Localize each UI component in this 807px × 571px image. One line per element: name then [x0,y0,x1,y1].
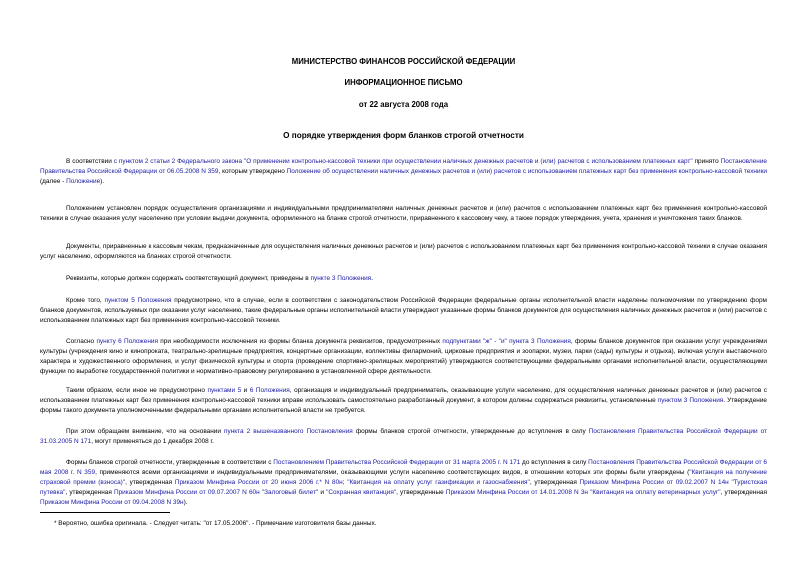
paragraph-text: Согласно [66,338,97,345]
document-link[interactable]: "Залоговый билет" [261,489,319,496]
document-link[interactable]: "Туристская путевка" [40,479,767,496]
document-link[interactable]: "Сохранная квитанция" [326,489,397,496]
document-link[interactable]: пунктами 5 [207,387,242,394]
paragraph-text: , утвержденная [529,479,580,486]
document-link[interactable]: пунктом 3 Положения [657,397,724,404]
document-link[interactable]: "Квитанция на оплату услуг газификации и газоснабжения" [347,479,530,486]
paragraph-text: . [371,275,373,282]
document-subject: О порядке утверждения форм бланков строгой отчетности [283,131,524,140]
document-date: от 22 августа 2008 года [358,100,449,109]
document-link[interactable]: Положение [66,178,101,185]
document-link[interactable]: пункта 2 вышеназванного Постановления [224,428,353,435]
paragraph-text: Документы, приравненные к кассовым чекам, предназначенные для осуществления наличных денежных расчетов и (или) расчетов с использованием платежных карт без применения контрольно-кассовой техники в случае оказания услуг населению, оформляются на бланках строгой отчетности. [40,243,767,260]
paragraph-6 [40,337,767,377]
ministry-title: МИНИСТЕРСТВО ФИНАНСОВ РОССИЙСКОЙ ФЕДЕРАЦИИ [291,57,516,66]
paragraph-3 [40,242,767,262]
footnote: * Вероятно, ошибка оригинала. - Следует читать: "от 17.05.2006". - Примечание изготовителя базы данных. [54,520,377,527]
paragraph-text: , могут применяться до 1 декабря 2008 г. [91,438,214,445]
paragraph-2 [40,204,767,224]
paragraph-text: (далее - [40,178,67,185]
paragraph-1 [40,157,767,187]
paragraph-5 [40,296,767,326]
document-link[interactable]: Приказом Минфина России от 20 июня 2006 г.* N 80н [174,479,343,486]
paragraph-text: При этом обращаем внимание, что на основании [66,428,225,435]
paragraph-text: , утвержденные [396,489,446,496]
paragraph-4 [40,274,767,284]
paragraph-text: Реквизиты, которые должен содержать соответствующий документ, приведены в [66,275,311,282]
paragraph-9 [40,458,767,508]
paragraph-text: до вступления в силу [520,459,589,466]
paragraph-text: формы бланков строгой отчетности, утвержденные до вступления в силу [352,428,589,435]
paragraph-text: Формы бланков строгой отчетности, утвержденные в соответствии с [66,459,274,466]
paragraph-text: , которым утверждено [218,168,287,175]
document-link[interactable]: Приказом Минфина России от 09.04.2008 N 39н [40,499,184,506]
paragraph-text: Таким образом, если иное не предусмотрено [66,387,208,394]
paragraph-text: , формы бланков документов при оказании услуг учреждениями культуры (учреждения кино и кинопроката, театрально-зрелищные предприятия, концертные организации, коллективы филармоний, цирковые предприятия и зоопарки, музеи, парки (сады) культуры и отдыха), включая услуги выставочного характера и художественного оформления, и услуг физической культуры и спорта (проведение спортивно-зрелищных мероприятий) утверждаются соответствующими федеральными органами исполнительной власти, осуществляющими функции по выработке государственной политики и нормативно-правовому регулированию в установленной сфере деятельности. [40,338,767,375]
document-link[interactable]: пункту 6 Положения [96,338,158,345]
document-link[interactable]: "Квитанция на оплату ветеринарных услуг" [590,489,721,496]
document-link[interactable]: пункте 3 Положения [310,275,372,282]
paragraph-text: ; [342,479,348,486]
paragraph-8 [40,427,767,447]
document-link[interactable]: Постановления Правительства Российской Федерации от 6 мая 2008 г. N 359 [40,459,767,476]
paragraph-text: . Утверждение формы такого документа уполномоченными федеральными органами исполнительной власти не требуется. [40,397,768,414]
paragraph-text: и [318,489,327,496]
paragraph-text: , утвержденная [125,479,175,486]
paragraph-text: Положением установлен порядок осуществления организациями и индивидуальными предпринимателями наличных денежных расчетов и (или) расчетов с использованием платежных карт без применения контрольно-кассовой техники в случае оказания услуг населению при условии выдачи документа, оформленного на бланке строгой отчетности, приравненного к кассовому чеку, а также порядок утверждения, учета, хранения и уничтожения таких бланков. [40,205,767,222]
document-link[interactable]: Приказом Минфина России от 09.07.2007 N 60н [113,489,260,496]
document-link[interactable]: Приказом Минфина России от 14.01.2008 N 3н [445,489,588,496]
paragraph-text: предусмотрено, что в случае, если в соответствии с законодательством Российской Федерации федеральные органы исполнительной власти наделены полномочиями по утверждению форм бланков документов, используемых при оказании услуг населению, такие федеральные органы исполнительной власти утверждают указанные формы бланков документов для осуществления наличных денежных расчетов и (или) расчетов с использованием платежных карт без применения контрольно-кассовой техники. [40,297,767,324]
paragraph-text: и [241,387,250,394]
paragraph-text: В соответствии [66,158,114,165]
paragraph-text: ). [100,178,105,185]
document-link[interactable]: с пунктом 2 статьи 2 Федерального закона "О применении контрольно-кассовой техники при осуществлении наличных денежных расчетов и (или) расчетов с использованием платежных карт" [113,158,693,165]
footnote-divider [40,512,170,513]
paragraph-text: Кроме того, [66,297,105,304]
paragraph-text: при необходимости исключения из формы бланка документа реквизитов, предусмотренных [157,338,443,345]
document-link[interactable]: Постановления Правительства Российской Федерации от 31.03.2005 N 171 [40,428,767,445]
paragraph-text: , утвержденная [65,489,114,496]
document-link[interactable]: Положение об осуществлении наличных денежных расчетов и (или) расчетов с использованием платежных карт без применения контрольно-кассовой техники [286,168,767,175]
paragraph-text: , утвержденная [720,489,767,496]
paragraph-text: , организация и индивидуальный предприниматель, оказывающие услуги населению, для осуществления наличных денежных расчетов и (или) расчетов с использованием платежных карт без применения контрольно-кассовой техники вправе использовать самостоятельно разработанный документ, в котором должны содержаться реквизиты, установленные [40,387,767,404]
paragraph-text: принято [692,158,721,165]
document-link[interactable]: подпунктами "ж" - "и" пункта 3 Положения [442,338,571,345]
document-link[interactable]: 6 Положения [249,387,290,394]
document-link[interactable]: пунктом 5 Положения [104,297,172,304]
document-type: ИНФОРМАЦИОННОЕ ПИСЬМО [344,78,463,87]
paragraph-text: , применяются всеми организациями и индивидуальными предпринимателями, оказывающими услуги населению соответствующих видов, в отношении которых эти формы были утверждены ( [95,469,690,476]
document-link[interactable]: Приказом Минфина России от 09.02.2007 N 14н [579,479,729,486]
document-link[interactable]: Постановление Правительства Российской Федерации от 06.05.2008 N 359 [40,158,767,175]
paragraph-text: ). [183,499,188,506]
document-link[interactable]: "Квитанция на получение страховой премии (взноса)" [40,469,767,486]
paragraph-7 [40,386,767,416]
document-link[interactable]: Постановлением Правительства Российской Федерации от 31 марта 2005 г. N 171 [273,459,521,466]
